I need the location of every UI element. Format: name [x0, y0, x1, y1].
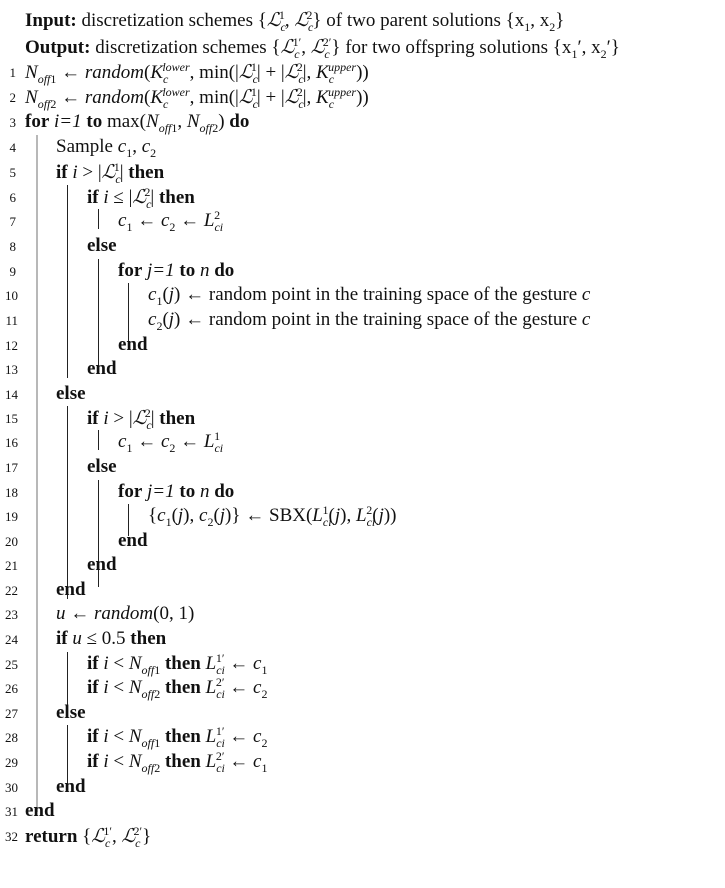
if-block-bar-2: [67, 406, 68, 599]
line-number: 15: [5, 411, 18, 426]
if-block-bar-1: [67, 185, 68, 378]
line-number: 31: [5, 804, 18, 819]
line-number: 12: [5, 338, 18, 353]
output-text: discretization schemes {ℒ$_c^{1'}$, ℒ$_c^{2'}$} for two offspring solutions {$x_1'$, $x_2'$}: [95, 34, 620, 61]
line-number: 24: [5, 632, 18, 647]
line-number: 32: [5, 829, 18, 844]
line-number: 9: [9, 264, 16, 279]
line-number: 27: [5, 706, 18, 721]
line-number: 14: [5, 387, 18, 402]
algorithm-listing: Input: discretization schemes {ℒ$_c^1$, ℒ$_c^2$} of two parent solutions {$x_1$, $x_2$} Output: discretization schemes {ℒ$_c^{1'}$, ℒ$_c^{2'}$} for two offspring solutions {$x_1'$, $x_2'$} 1 $N_{off1}$ ← $random(K_c^{lower}$, min(|ℒ$_c^1$| + |ℒ$_c^2$|, $K_c^{upper}$)) 2 $N_{off2}$ ← $random(K_c^{lower}$, min(|ℒ$_c^1$| + |ℒ$_c^2$|, $K_c^{upper}$)) 3 for i=1 to $\max(N_{off1}$, $N_{off2}$) do 4 Sample $c_1$, $c_2$ 5 if i > |ℒ$_c^1$| then 6 if i ≤ |ℒ$_c^2$| then 7 $c_1$ ← $c_2$ ← $L_{ci}^2$ 8 else 9 for j=1 to n do 10 $c_1(j)$ ← random point in the training space of the gesture c 11 $c_2(j)$ ← random point in the training space of the gesture c 12 end 13 end 14 else 15 if i > |ℒ$_c^2$| then 16 $c_1$ ← $c_2$ ← $L_{ci}^1$ 17 else 18 for j=1 to n do 19 {$c_1(j)$, $c_2(j)$} ← $SBX(L_{ci}^1(j)$, $L_{ci}^2(j)$) 20 end 21 end 22 end 23 u ← random(0, 1) 24 if u ≤ 0.5 then 25 if $i < N_{off1}$ then $L_{ci}^{1'}$ ← $c_1$ 26 if $i < N_{off2}$ then $L_{ci}^{2'}$ ← $c_2$ 27 else 28 if $i < N_{off1}$ then $L_{ci}^{1'}$ ← $c_2$ 29 if $i < N_{off2}$ then $L_{ci}^{2'}$ ← $c_1$ 30 end 31 end 32 return {ℒ$_c^{1'}$, ℒ$_c^{2'}$}: [0, 0, 725, 888]
then-block-bar-1: [98, 209, 99, 229]
line-number: 5: [9, 165, 16, 180]
input-label: Input:: [25, 10, 77, 31]
line-number: 23: [5, 607, 18, 622]
line-number: 21: [5, 558, 18, 573]
line-number: 8: [9, 239, 16, 254]
line-number: 25: [5, 657, 18, 672]
output-label: Output:: [25, 37, 91, 58]
line-number: 10: [5, 288, 18, 303]
line-number: 11: [5, 313, 18, 328]
line-number: 16: [5, 435, 18, 450]
line-number: 30: [5, 780, 18, 795]
line-number: 20: [5, 534, 18, 549]
line-number: 18: [5, 485, 18, 500]
line-number: 1: [9, 65, 16, 80]
line-number: 3: [9, 115, 16, 130]
line-number: 2: [9, 90, 16, 105]
else-block-bar-1: [98, 259, 99, 366]
line-number: 17: [5, 460, 18, 475]
line-number: 7: [9, 214, 16, 229]
line-number: 19: [5, 509, 18, 524]
line-number: 28: [5, 730, 18, 745]
line-number: 22: [5, 583, 18, 598]
then-block-bar-2: [98, 430, 99, 450]
line-number: 4: [9, 140, 16, 155]
for-loop-block-bar: [36, 135, 38, 812]
input-text: discretization schemes {ℒ$_c^1$, ℒ$_c^2$} of two parent solutions {$x_1$, $x_2$}: [81, 7, 565, 34]
line-number: 13: [5, 362, 18, 377]
line-number: 26: [5, 681, 18, 696]
line-number: 6: [9, 190, 16, 205]
line-number: 29: [5, 755, 18, 770]
